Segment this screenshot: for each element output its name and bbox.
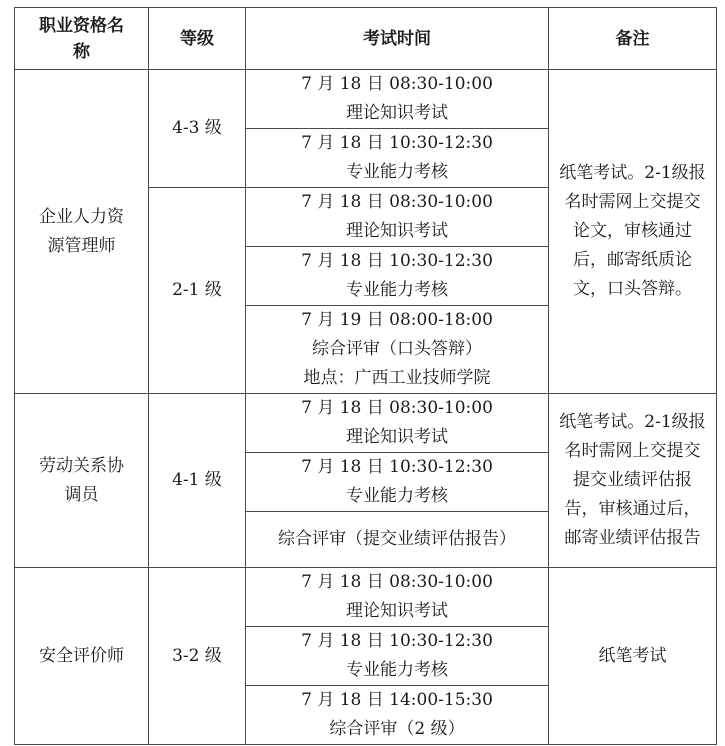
exam-time-cell: 7 月 18 日 10:30-12:30 专业能力考核 [246,453,549,512]
exam-time-cell: 7 月 18 日 08:30-10:00 理论知识考试 [246,188,549,247]
exam-time-cell: 7 月 18 日 08:30-10:00 理论知识考试 [246,70,549,129]
remark-cell: 纸笔考试 [549,568,717,745]
level-cell: 2-1 级 [149,188,246,394]
exam-time-cell: 7 月 18 日 08:30-10:00 理论知识考试 [246,568,549,627]
table-row [15,70,717,129]
exam-time-cell: 7 月 19 日 08:00-18:00 综合评审（口头答辩） 地点：广西工业技师学院 [246,306,549,394]
exam-schedule-sheet [14,7,716,742]
qualification-name: 劳动关系协调员 [15,394,149,568]
table-row [15,394,717,453]
header-qualification-name: 职业资格名称 [15,8,149,70]
header-level: 等级 [149,8,246,70]
exam-time-cell: 7 月 18 日 14:00-15:30 综合评审（2 级） [246,686,549,745]
exam-time-cell: 综合评审（提交业绩评估报告） [246,512,549,568]
level-cell: 4-3 级 [149,70,246,188]
header-exam-time: 考试时间 [246,8,549,70]
exam-schedule-table [14,7,717,745]
exam-time-cell: 7 月 18 日 10:30-12:30 专业能力考核 [246,129,549,188]
qualification-name: 企业人力资源管理师 [15,70,149,394]
qualification-name: 安全评价师 [15,568,149,745]
exam-time-cell: 7 月 18 日 08:30-10:00 理论知识考试 [246,394,549,453]
exam-time-cell: 7 月 18 日 10:30-12:30 专业能力考核 [246,627,549,686]
remark-cell: 纸笔考试。2-1级报名时需网上交提交提交业绩评估报告，审核通过后，邮寄业绩评估报告 [549,394,717,568]
table-row [15,568,717,627]
header-row [15,8,717,70]
remark-cell: 纸笔考试。2-1级报名时需网上交提交论文，审核通过后，邮寄纸质论文，口头答辩。 [549,70,717,394]
header-remark: 备注 [549,8,717,70]
level-cell: 3-2 级 [149,568,246,745]
level-cell: 4-1 级 [149,394,246,568]
exam-time-cell: 7 月 18 日 10:30-12:30 专业能力考核 [246,247,549,306]
